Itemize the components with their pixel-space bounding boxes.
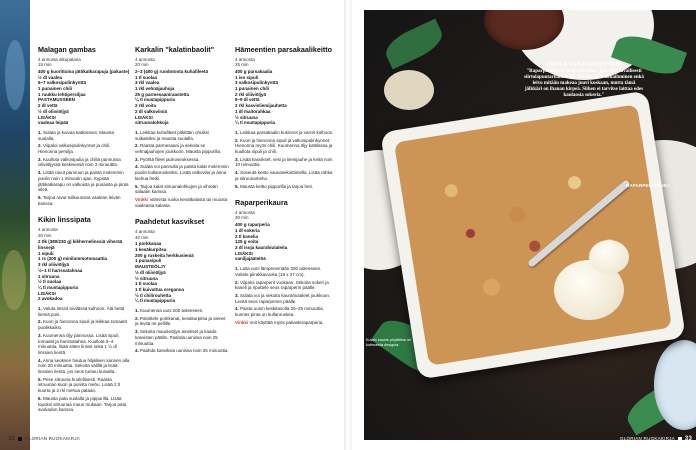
ingredient: LISÄKSI <box>235 250 253 256</box>
recipe-servings: 4 annosta <box>235 209 255 215</box>
step-number: 2. <box>135 315 139 321</box>
step-number: 4. <box>38 170 42 176</box>
ingredient: 1 tl suolaa <box>135 74 158 80</box>
ingredient: ¼ tl mustapippuria <box>135 97 176 103</box>
recipe-time: 20 min <box>135 62 149 68</box>
step-number: 2. <box>38 319 42 325</box>
ingredient-list <box>235 69 335 126</box>
step-number: 4. <box>38 357 42 363</box>
ingredient: 3 rkl oliiviöljyä <box>38 262 70 268</box>
recipe-title: Raparperikaura <box>235 198 288 208</box>
ingredient: 2 tl kanelia <box>235 233 259 239</box>
recipe-title: Malagan gambas <box>38 45 96 54</box>
ingredient: MAUSTEÖLJY <box>135 264 166 270</box>
ingredient: 1 rkl vehnäjauhoja <box>135 86 175 92</box>
step-number: 2. <box>38 143 42 149</box>
magazine-name: GLORIAN RUOKAKIRJA <box>25 436 80 441</box>
step-number: 5. <box>38 376 42 382</box>
recipe-time: 30 min <box>235 215 249 221</box>
step-text: Viipaloi valkosipulinkynnet ja chili. Hienonna persilja. <box>38 143 111 155</box>
ingredient: 400 g raparperia <box>235 222 270 228</box>
ingredient: 8–9 dl vettä <box>235 97 260 103</box>
left-page-footer <box>8 436 80 442</box>
ingredient: ½ tl suolaa <box>38 279 62 285</box>
recipe-servings: 4 annosta <box>38 226 58 232</box>
step-text: Kuullota valkosipulia ja chiliä pannussa oliiviöljyssä keskisessä noin 3 minuuttia. <box>38 156 121 168</box>
step-text: Sulata voi pannulla ja paista kalat molemmin puolin kullanruskeiksi. Lisää valkoviini ja anna kiehua hetki. <box>135 164 229 181</box>
ingredient: 1 ruukku lehtipersiljaa <box>38 91 86 97</box>
ingredient: ¼ tl mustapippuria <box>235 120 276 126</box>
recipe-tip <box>135 197 230 208</box>
recipe-step <box>235 184 335 190</box>
step-text: Pese sitruuna huolellisesti. Raasta sitruunan kuori ja purista mehu. Lisää 2 tl kuorta ja 2 rkl mehua pataan. <box>38 376 121 394</box>
ingredient-list <box>235 222 335 262</box>
ingredient: 2 tlk (380/230 g) kikhernelinssiä viherää linssejä <box>38 239 123 250</box>
tip-text: Valmista ruoka kevätkalasta tai muusta vaaleasta kalasta. <box>135 196 228 208</box>
step-list <box>135 308 230 354</box>
ingredient: ½ tl chilirouhetta <box>135 292 172 298</box>
step-number: 3. <box>38 332 42 338</box>
recipe-step <box>235 293 335 304</box>
step-number: 1. <box>38 129 42 135</box>
recipe-step <box>38 170 130 193</box>
recipe-title: Karkalin "kalatinbaolit" <box>135 45 215 54</box>
step-text: Soseuta keitto sauvasekoittimella. Lisää rahka ja sitruunamehu. <box>235 170 333 181</box>
ingredient: sitruunalohkoja <box>135 120 169 126</box>
ingredient: 1 sipuli <box>38 250 54 256</box>
recipe-tip <box>235 320 335 326</box>
recipe-step <box>38 195 130 206</box>
recipe-step <box>235 306 335 317</box>
tip-label: Vinkki <box>235 319 249 325</box>
ingredient-list <box>38 239 130 302</box>
step-text: Tarjoa ravut tulikuumina vaalean leivän kanssa. <box>38 194 121 206</box>
recipe-step <box>38 396 130 413</box>
ingredient: 1 dl maitorahkaa <box>235 108 271 114</box>
footer-bar <box>678 437 682 441</box>
ingredient: 125 g voita <box>235 239 259 245</box>
step-number: 3. <box>38 156 42 162</box>
ingredient: 3 dl isoja kaurahiutaleita <box>235 244 288 250</box>
step-number: 6. <box>38 395 42 401</box>
photo-label: RAPARPERIKAURA <box>626 183 671 188</box>
ingredient: vaniljajäätelöä <box>235 256 266 262</box>
step-text: Lisää ravut pannuun ja paista molemmin puolin noin 1 minuutin ajan. Kypsää jättikatkarapu on valkoista ja punaista ja pinta sileä. <box>38 170 129 193</box>
magazine-name: GLORIAN RUOKAKIRJA <box>620 436 675 441</box>
ingredient: ½ sitruuna <box>135 275 158 281</box>
ingredient: 2–3 (400 g) ruodotonta kuhafileetä <box>135 68 209 74</box>
ingredient: 200 g ruskeita herkkusieniä <box>135 252 194 258</box>
recipe-step <box>38 358 130 375</box>
recipe-step <box>235 170 335 181</box>
recipe-column-1 <box>38 46 130 415</box>
recipe-time: 15 min <box>38 62 52 68</box>
step-text: Kuumenna öljy pannussa. Lisää sipuli, tomaatit ja harissatahna. Kuullota 3–4 minuuttia, lisää sitten linssit sekä 1 ½ dl linssien lientä. <box>38 332 120 355</box>
step-text: Anna seoksen hautua hiljalleen kannen alla noin 20 minuuttia. Sekoita välillä ja lisää linssien lientä, jos seos tuntuu kuivalta. <box>38 357 130 375</box>
right-page-footer <box>620 436 692 442</box>
step-list <box>135 130 230 195</box>
recipe-step <box>38 319 130 330</box>
step-number: 1. <box>235 266 239 272</box>
recipe-title: Hämeentien parsakaalikeitto <box>235 45 333 54</box>
step-text: Sekoita mausteöljyn ainekset ja kaada kasvisten päälle. Paahda uunissa noin 25 minuuttia. <box>135 329 218 346</box>
step-text: Sulata voi ja sekoita kaurahiutaleet joukkoon. Levitä seos raparperien päälle. <box>235 292 331 304</box>
ingredient: ½ dl oliiviöljyä <box>38 108 69 114</box>
ingredient: LISÄKSI <box>38 290 56 296</box>
step-text: Paista uunin keskitasolla 20–25 minuuttia, kunnes pinta on kullanruskea. <box>235 306 324 318</box>
step-number: 2. <box>235 137 239 143</box>
step-text: Paahda kasviksia uunissa noin 25 minuuttia. <box>138 348 229 354</box>
recipe-step <box>135 316 230 327</box>
footer-bar <box>18 437 22 441</box>
recipe-step <box>38 130 130 141</box>
page-number: 32 <box>8 436 16 442</box>
ingredient: vaaleaa leipää <box>38 120 69 126</box>
ingredient: 400 g parsakaalia <box>235 68 273 74</box>
ice-cream-scoop <box>589 240 629 274</box>
step-number: 3. <box>135 329 139 335</box>
ingredient: 1 rs (200 g) minilummotomaattia <box>38 256 108 262</box>
recipe-step <box>38 143 130 154</box>
step-text: Viipaloi raparperit vuokaan. Sekoita sokeri ja kaneli ja ripottele seos raparperin päälle. <box>235 279 329 291</box>
step-text: Raasta parmesaani ja sekoita se vehnäjauhojen joukkoon. Mausta pippurilla. <box>135 143 222 155</box>
step-number: 1. <box>135 308 139 314</box>
step-number: 5. <box>135 183 139 189</box>
recipe-time: 25 min <box>235 62 249 68</box>
ingredient: 3 rkl vaalea <box>135 80 160 86</box>
page-number: 33 <box>684 436 692 442</box>
ingredient: LISÄKSI <box>135 114 153 120</box>
recipe-servings: 4 annosta <box>135 56 155 62</box>
quote-text: "Raparperikaura on kesäherkku, jota teen tavallisesti siirtolapuutarhamökillä. En ole jälkiruokaihminen enkä leivo mitään makeaa juuri koskaan, mutta tämä jälkkäri on ihanan kirpeä. Siihen ei tarvitse laittaa edes kaulaosia sokeria." <box>524 69 644 98</box>
step-number: 4. <box>235 306 239 312</box>
recipe-servings: 4 annosta <box>235 56 255 62</box>
step-text: Kuori ja hienonna sipuli ja leikkaa tomaatit puolikkaiksi. <box>38 319 127 331</box>
ingredient: ½ sitruuna <box>235 114 258 120</box>
recipe-step <box>135 184 230 195</box>
ingredient: 2 rkl oliiviöljyä <box>235 91 267 97</box>
ingredient: ½ dl vaalea <box>38 74 63 80</box>
recipe-step <box>135 130 230 141</box>
recipe-step <box>38 306 130 317</box>
ingredient: 1 sitruuna <box>38 273 60 279</box>
left-page <box>0 0 344 450</box>
step-number: 3. <box>235 156 239 162</box>
recipe-step <box>235 138 335 155</box>
recipe-column-3 <box>235 46 335 327</box>
step-text: Lisää kasvikset, vesi ja liemijauhe ja keitä noin 10 minuuttia. <box>235 156 333 168</box>
recipe-step <box>38 377 130 394</box>
left-edge-photo <box>0 0 30 450</box>
recipe-step <box>135 143 230 154</box>
quote-box <box>524 62 644 99</box>
tip-text: Voit käyttää myös pakasteraparperia. <box>249 319 324 325</box>
recipe-step <box>38 333 130 356</box>
step-number: 5. <box>235 183 239 189</box>
step-text: Mausta pata suolalla ja pippurilla. Lisää lopuksi sitruunaa maun mukaan. Tarjoa pata avokadon kanssa. <box>38 395 127 413</box>
ingredient: 1 kesäkurpitsa <box>135 246 167 252</box>
step-text: Paloittele porkkanat, kesäkurpitsa ja sienet ja levitä ne pellille. <box>135 315 226 327</box>
ingredient: ½ dl oliiviöljyä <box>135 269 166 275</box>
recipe-step <box>235 280 335 291</box>
ingredient: LISÄKSI <box>38 114 56 120</box>
recipe-servings: 4 annosta alkupalana <box>38 56 81 62</box>
ingredient: 25 g parmesaaniraastetta <box>135 91 190 97</box>
page-gutter <box>344 0 352 450</box>
photo-caption: Kuvan kaunis pöytäliina on kotimaista designia. <box>366 338 412 347</box>
ingredient: 6–7 valkosipulinkynttä <box>38 80 87 86</box>
recipe-title: Kikin linssipata <box>38 215 91 225</box>
ingredient: ¼ tl mustapippuria <box>38 284 79 290</box>
ingredient: PASTAMUSSEEN <box>38 97 75 103</box>
ingredient: 1 punainen chili <box>235 86 270 92</box>
recipe-step <box>135 348 230 354</box>
step-number: 4. <box>135 164 139 170</box>
ingredient: 1 porkkanaa <box>135 241 162 247</box>
step-number: 2. <box>135 143 139 149</box>
ingredient: ¼ tl mustapippuria <box>135 298 176 304</box>
ingredient: 1 tl suolaa <box>135 281 158 287</box>
recipe-time: 30 min <box>38 232 52 238</box>
ingredient: ½–1 tl harissatahnaa <box>38 267 83 273</box>
step-number: 1. <box>235 129 239 135</box>
step-list <box>38 130 130 206</box>
right-page <box>352 0 696 450</box>
step-number: 4. <box>135 348 139 354</box>
step-list <box>235 130 335 189</box>
step-number: 4. <box>235 170 239 176</box>
step-text: Leikkaa parsakaalin kukinnot ja varret kulhoon. <box>238 129 334 135</box>
recipe-column-2 <box>135 46 230 356</box>
step-text: Pyöritä fileet jauhoseoksessa. <box>138 156 200 162</box>
ingredient: 3 valkosipulinkynttä <box>235 80 279 86</box>
recipe-step <box>135 308 230 314</box>
ingredient: 2 avokadoa <box>38 296 63 302</box>
step-text: Tarjoa kalat sitruunalohkojen ja vihreän salaatin kanssa. <box>135 183 218 195</box>
ingredient-list <box>135 241 230 304</box>
ingredient: 1 tl kuivattua oreganoa <box>135 286 185 292</box>
step-text: Mausta keitto pippurilla ja tarjoa heti. <box>238 183 314 189</box>
recipe-step <box>235 130 335 136</box>
step-text: Leikkaa kuhafileet pitkittäin ohuiksi suikaleiksi ja mausta suolalla. <box>135 129 210 141</box>
step-text: Laita uuni lämpenemään 200 asteeseen. Voitele piirakkavuoka (18 x 27 cm). <box>235 266 322 277</box>
step-number: 3. <box>235 292 239 298</box>
step-number: 5. <box>38 194 42 200</box>
recipe-servings: 4 annosta <box>135 228 155 234</box>
step-text: Kuumenna uuni 200 asteeseen. <box>138 308 204 314</box>
tip-label: Vinkki <box>135 196 149 202</box>
ingredient-list <box>135 69 230 126</box>
recipe-step <box>235 157 335 168</box>
recipe-step <box>135 157 230 163</box>
ingredient: 2 dl valkoviiniä <box>135 108 168 114</box>
recipe-step <box>135 164 230 181</box>
step-text: Kuori ja hienonna sipuli ja valkosipulinkynnet. Hienonna myös chili. Kuumenna öljy kattilassa ja kuullota sipuli ja chili. <box>235 137 333 155</box>
recipe-step <box>235 266 335 277</box>
ingredient: 2 rkl kasvisliemijauhetta <box>235 103 287 109</box>
quote-heading: KIRPEÄ KESÄTARJOTTAVA <box>546 62 622 68</box>
ingredient: 1 iso sipuli <box>235 74 259 80</box>
recipe-time: 40 min <box>135 234 149 240</box>
ingredient: 2 dl vettä <box>38 103 58 109</box>
ingredient: 400 g kuorittuina jättikatkarapuja (pakaste) <box>38 68 130 74</box>
step-number: 1. <box>135 129 139 135</box>
ingredient: 2 rkl voita <box>135 103 157 109</box>
step-number: 1. <box>38 306 42 312</box>
ingredient-list <box>38 69 130 126</box>
step-list <box>38 306 130 413</box>
recipe-step <box>38 157 130 168</box>
recipe-title: Paahdetut kasvikset <box>135 217 205 227</box>
step-number: 2. <box>235 279 239 285</box>
ingredient: 1 punasipuli <box>135 258 162 264</box>
ingredient: 1 punainen chili <box>38 86 73 92</box>
recipe-step <box>135 329 230 346</box>
step-list <box>235 266 335 318</box>
step-text: Valuta linssit siivilässä kulhoon. Älä heitä liemiä pois. <box>38 306 125 317</box>
ingredient: 1 dl sokeria <box>235 227 260 233</box>
crumble <box>394 104 672 366</box>
step-number: 3. <box>135 156 139 162</box>
step-text: Sulata ja kuivaa katkaravut. Mausta suolalla. <box>38 129 115 141</box>
